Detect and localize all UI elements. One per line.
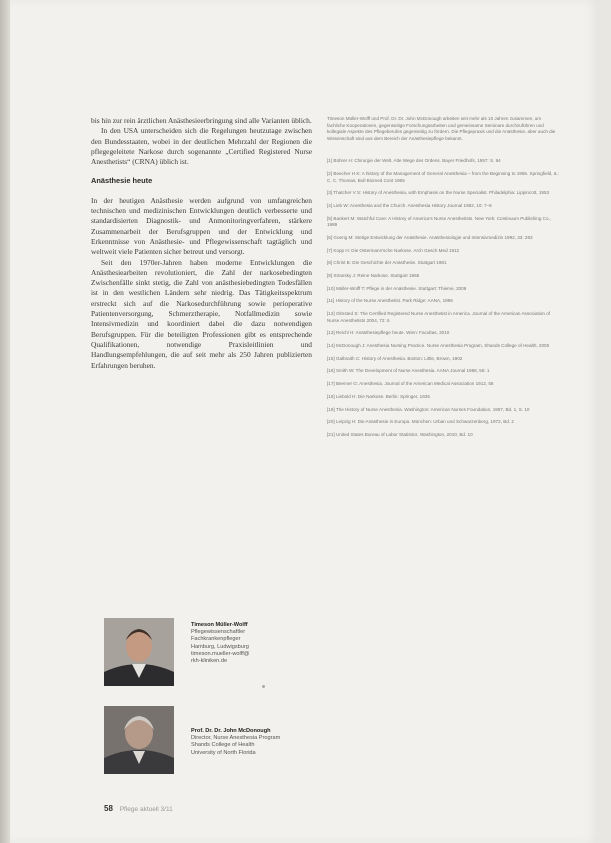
reference-item: [16] Smith W: The Development of Nurse Anesthesia. AANA Journal 1988, 56: 1 <box>327 368 490 374</box>
paragraph-developments: Seit den 1970er-Jahren haben moderne Entwicklungen die Anästhesiearbeiten revolutioniert, die Zahl der narkosebedingten Zwischenfälle sinkt stetig, die Zahl von anästhesiebedingten Todesfällen ist in den westlichen Ländern sehr niedrig. Das Tätigkeitsspektrum erstreckt sich auf die Narkosedurchführung sowie perioperative Patientenversorgung, Schmerztherapie, Notfallmedizin sowie Intensivmedizin und koordiniert dabei die dazu notwendigen Berufsgruppen. Für die beteiligten Professionen gibt es entsprechende Qualifikationen, notwendige Praxisleitlinien und Handlungsempfehlungen, die auf seit mehr als 250 Jahren publizierten Erfahrungen beruhen. <box>91 257 312 370</box>
paragraph-today: In der heutigen Anästhesie werden aufgrund von umfangreichen technischen und medizinischen Entwicklungen deutlich verbesserte und standardisierten Diagnostik- und Anmonitoringverfahren, stärkere Zusammenarbeit der Berufsgruppen und der Entwicklung und Erkenntnisse von Anästhesie- und Pflegewissenschaft tagtäglich und weltweit viele Patienten sicher betreut und versorgt. <box>91 195 312 257</box>
author-detail: Shands College of Health <box>191 742 255 749</box>
author-photo <box>104 706 174 774</box>
reference-item: [20] Leipzig H: Die Anästhesie in Europa. München: Urban und Schwarzenberg, 1972, Bd. 2 <box>327 419 514 425</box>
reference-item: [15] Galbraith C: History of Anesthesia. Boston: Little, Brown, 1902 <box>327 355 463 361</box>
author-box-mueller-wolff <box>104 618 344 688</box>
reference-item: [7] Kopp H: Die Ostermann'sche Narkose. Arch Gesch Med 1912 <box>327 247 460 253</box>
reference-item: [11] History of the Nurse Anesthetist. Park Ridge: AANA, 1996 <box>327 298 453 304</box>
author-detail: timeson.mueller-wolff@ <box>191 650 250 657</box>
portrait-image <box>104 618 174 686</box>
reference-item: [5] Bankert M: Watchful Care: A History of America's Nurse Anesthetists. New York: Continuum Publishing Co., 1989 <box>327 215 552 228</box>
reference-item: [19] The History of Nurse Anesthesia. Washington: American Nurses Foundation, 1997, Bd. 1, S. 10 <box>327 406 530 412</box>
reference-item: [10] Müller-Wolff T: Pflege in der Anästhesie. Stuttgart: Thieme, 2009 <box>327 285 467 291</box>
author-info <box>191 622 249 665</box>
author-photo <box>104 618 174 686</box>
author-detail: Fachkrankenpfleger <box>191 636 241 643</box>
reference-item: [21] United States Bureau of Labor Statistics. Washington, 2010, Bd. 10 <box>327 431 473 437</box>
reference-item: [14] McDonough J: Anesthesia Nursing Practice. Nurse Anesthesia Program, Shands College of Health, 2005 <box>327 343 550 349</box>
reference-item: [6] Goerig M: Stetige Entwicklung der Anästhesie. Anästhesiologie und Intensivmedizin 1992, 33: 283 <box>327 235 533 240</box>
page-number: 58 <box>104 804 113 813</box>
author-detail: Pflegewissenschaftler <box>191 629 246 636</box>
author-detail: Hamburg, Ludwigsburg <box>191 643 249 650</box>
author-note: Timeson Müller-Wolff und Prof. Dr. Dr. John McDonough arbeiten seit mehr als 10 Jahren zusammen, um fachliche Kooperationen, gegenseitige Forschungsarbeiten und gemeinsame Seminare durchzuführen und kollegiale Aspekte des Pflegeberufes gegenseitig zu fördern. Die Pflegepraxis und die Anästhesie, aber auch die Wissenschaft sind aus dem Bereich der Anästhesiepflege bekannt. <box>327 116 556 141</box>
reference-item: [8] Christ B: Die Geschichte der Anästhesie. Stuttgart 1981 <box>327 260 447 266</box>
author-name: Timeson Müller-Wolff <box>191 622 248 628</box>
reference-item: [3] Thatcher V S: History of Anesthesia, with Emphasis on the Nurse Specialist. Philadelphia: Lippincott, 1953 <box>327 190 550 196</box>
author-info <box>191 728 280 757</box>
section-heading: Anästhesie heute <box>91 176 153 186</box>
reference-item: [12] Olmsted S: The Certified Registered Nurse Anesthetist in America. Journal of the American Association of Nurse Anesthetists 2004, 72: 6 <box>327 311 551 323</box>
main-article-column <box>91 116 312 371</box>
page-footer <box>104 804 173 813</box>
author-box-mcdonough <box>104 706 344 776</box>
magazine-page <box>10 0 599 843</box>
reference-item: [13] Reichl H: Anästhesiepflege heute. Wien: Facultas, 2010 <box>327 330 450 336</box>
reference-item: [18] Liebold H: Die Narkose. Berlin: Springer, 1935 <box>327 393 430 399</box>
paragraph-intro: bis hin zur rein ärztlichen Anästhesieerbringung sind alle Varianten üblich. <box>91 116 312 125</box>
author-detail: Director, Nurse Anesthesia Program <box>191 735 281 742</box>
author-detail: University of North Florida <box>191 749 256 756</box>
author-name: Prof. Dr. Dr. John McDonough <box>191 728 271 734</box>
portrait-image <box>104 706 174 774</box>
reference-item: [17] Beemer G: Anesthesia. Journal of the American Medical Association 1912, 58 <box>327 381 494 387</box>
author-detail: rkh-kliniken.de <box>191 658 228 665</box>
publication-name: Pflege aktuell 3/11 <box>119 806 173 813</box>
reference-item: [4] Lieb W: Anesthesia and the Church. Anesthesia History Journal 1982, 10: 7–8 <box>327 203 492 209</box>
paragraph-usa: In den USA unterscheiden sich die Regelungen heutzutage zwischen den Bundesstaaten, wobei in der deutlichen Mehrzahl der Regionen die pflegegeleitete Narkose durch sogenannte „Certified Registered Nurse Anesthetists“ (CRNA) üblich ist. <box>91 126 312 167</box>
reference-item: [2] Beecher H K: A history of the Management of General Anesthesia – from the Beginning to 1965. Springfield, IL: C. C. Thomas, Bull Biomed Cont 1965 <box>327 171 559 183</box>
reference-list <box>327 158 559 438</box>
reference-item: [9] Stransky J: Reine Narkose. Stuttgart 1965 <box>327 273 420 279</box>
decorative-dot <box>262 685 265 688</box>
page-binding-shadow <box>0 0 10 843</box>
reference-item: [1] Bührer H: Chirurgie der Welt. Alte Wege des Ordens. Bayer Friedhofs, 1957: S. 94 <box>327 158 501 164</box>
references-column <box>327 116 559 445</box>
